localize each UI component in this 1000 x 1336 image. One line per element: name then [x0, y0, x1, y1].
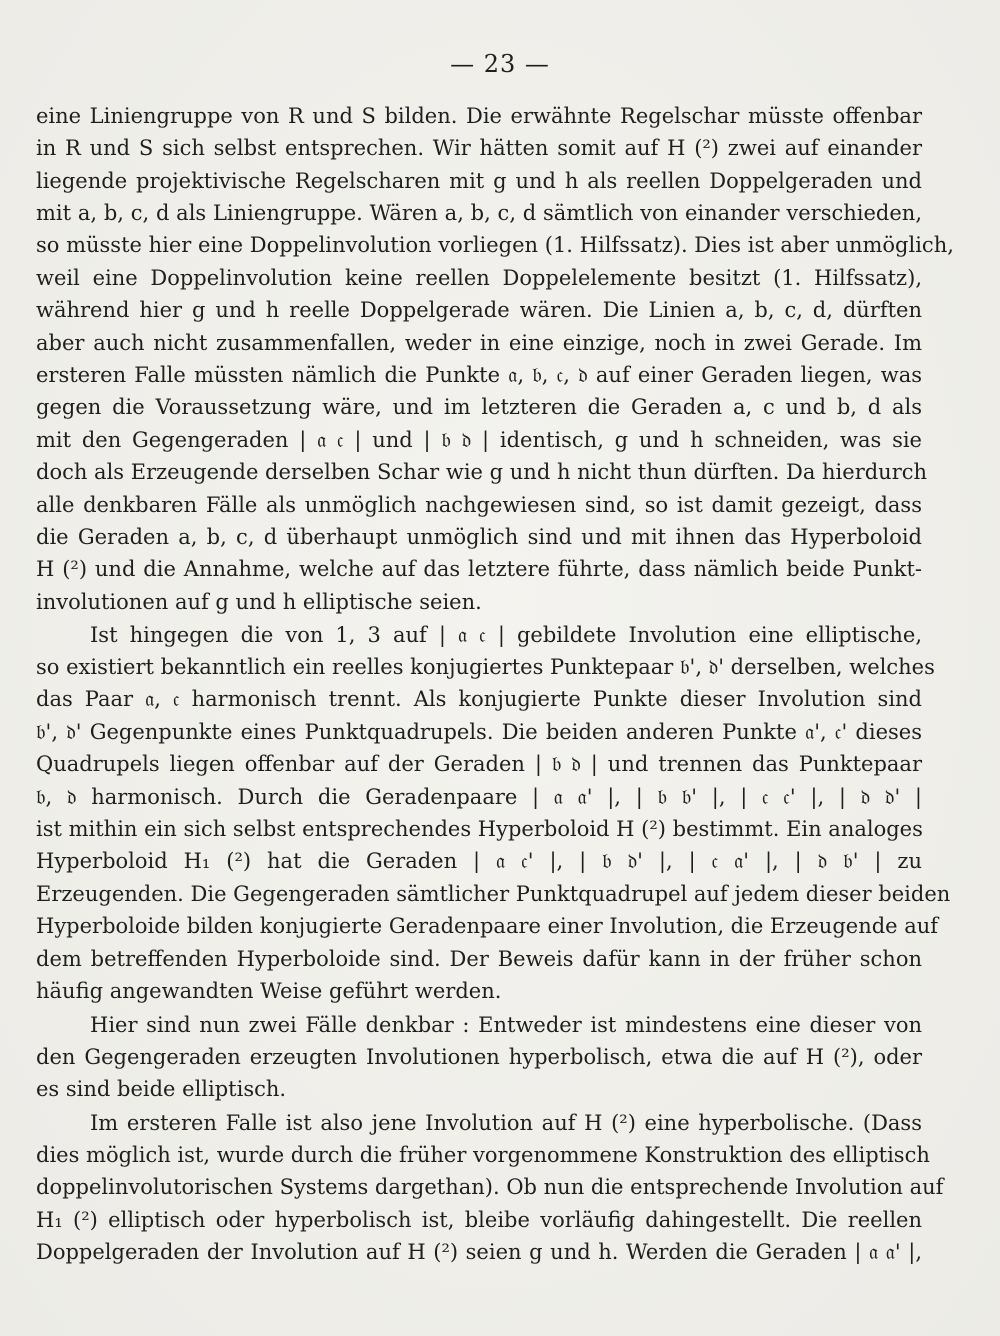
text-line: Hyperboloid H₁ (²) hat die Geraden | 𝔞 𝔠' |, | 𝔟 𝔡' |, | 𝔠 𝔞' |, | 𝔡 𝔟' | zu	[36, 849, 922, 873]
text-line: das Paar 𝔞, 𝔠 harmonisch trennt. Als konjugierte Punkte dieser Involution sind	[36, 687, 922, 711]
text-line: 𝔟, 𝔡 harmonisch. Durch die Geradenpaare | 𝔞 𝔞' |, | 𝔟 𝔟' |, | 𝔠 𝔠' |, | 𝔡 𝔡' |	[36, 785, 922, 809]
text-line: die Geraden a, b, c, d überhaupt unmöglich sind und mit ihnen das Hyperboloid	[36, 525, 922, 549]
text-line: H (²) und die Annahme, welche auf das letztere führte, dass nämlich beide Punkt-	[36, 557, 922, 581]
text-line: weil eine Doppelinvolution keine reellen Doppelelemente besitzt (1. Hilfssatz),	[36, 266, 922, 290]
text-line: Quadrupels liegen offenbar auf der Geraden | 𝔟 𝔡 | und trennen das Punktepaar	[36, 752, 922, 776]
text-line: Doppelgeraden der Involution auf H (²) seien g und h. Werden die Geraden | 𝔞 𝔞' |,	[36, 1240, 922, 1264]
text-line: doppelinvolutorischen Systems dargethan). Ob nun die entsprechende Involution auf	[36, 1175, 944, 1199]
text-line: so müsste hier eine Doppelinvolution vorliegen (1. Hilfssatz). Dies ist aber unmöglich,	[36, 233, 954, 257]
text-line: alle denkbaren Fälle als unmöglich nachgewiesen sind, so ist damit gezeigt, dass	[36, 493, 922, 517]
text-line: es sind beide elliptisch.	[36, 1077, 287, 1101]
text-line: dem betreffenden Hyperboloide sind. Der Beweis dafür kann in der früher schon	[36, 947, 922, 971]
paragraph-start: Hier sind nun zwei Fälle denkbar : Entweder ist mindestens eine dieser von	[90, 1013, 922, 1037]
text-line: während hier g und h reelle Doppelgerade wären. Die Linien a, b, c, d, dürften	[36, 298, 922, 322]
text-line: aber auch nicht zusammenfallen, weder in eine einzige, noch in zwei Gerade. Im	[36, 331, 922, 355]
text-line: liegende projektivische Regelscharen mit g und h als reellen Doppelgeraden und	[36, 169, 922, 193]
paragraph-start: Im ersteren Falle ist also jene Involution auf H (²) eine hyperbolische. (Dass	[90, 1111, 922, 1135]
page-number: — 23 —	[450, 50, 550, 78]
text-line: involutionen auf g und h elliptische seien.	[36, 590, 482, 614]
text-line: dies möglich ist, wurde durch die früher vorgenommene Konstruktion des elliptisch	[36, 1143, 930, 1167]
text-line: häufig angewandten Weise geführt werden.	[36, 979, 502, 1003]
text-line: mit den Gegengeraden | 𝔞 𝔠 | und | 𝔟 𝔡 | identisch, g und h schneiden, was sie	[36, 428, 922, 452]
text-line: Erzeugenden. Die Gegengeraden sämtlicher Punktquadrupel auf jedem dieser beiden	[36, 882, 951, 906]
text-line: so existiert bekanntlich ein reelles konjugiertes Punktepaar 𝔟', 𝔡' derselben, welches	[36, 655, 935, 679]
text-line: H₁ (²) elliptisch oder hyperbolisch ist, bleibe vorläufig dahingestellt. Die reellen	[36, 1208, 922, 1232]
text-line: Hyperboloide bilden konjugierte Geradenpaare einer Involution, die Erzeugende auf	[36, 914, 939, 938]
text-line: in R und S sich selbst entsprechen. Wir hätten somit auf H (²) zwei auf einander	[36, 136, 922, 160]
text-line: doch als Erzeugende derselben Schar wie g und h nicht thun dürften. Da hierdurch	[36, 460, 928, 484]
text-line: 𝔟', 𝔡' Gegenpunkte eines Punktquadrupels. Die beiden anderen Punkte 𝔞', 𝔠' dieses	[36, 720, 922, 744]
text-line: mit a, b, c, d als Liniengruppe. Wären a, b, c, d sämtlich von einander verschieden,	[36, 201, 922, 225]
text-line: eine Liniengruppe von R und S bilden. Die erwähnte Regelschar müsste offenbar	[36, 104, 922, 128]
text-line: ist mithin ein sich selbst entsprechendes Hyperboloid H (²) bestimmt. Ein analoges	[36, 817, 923, 841]
text-line: ersteren Falle müssten nämlich die Punkte 𝔞, 𝔟, 𝔠, 𝔡 auf einer Geraden liegen, was	[36, 363, 922, 387]
text-line: den Gegengeraden erzeugten Involutionen hyperbolisch, etwa die auf H (²), oder	[36, 1045, 922, 1069]
text-line: gegen die Voraussetzung wäre, und im letzteren die Geraden a, c und b, d als	[36, 395, 922, 419]
paragraph-start: Ist hingegen die von 1, 3 auf | 𝔞 𝔠 | gebildete Involution eine elliptische,	[90, 623, 922, 647]
